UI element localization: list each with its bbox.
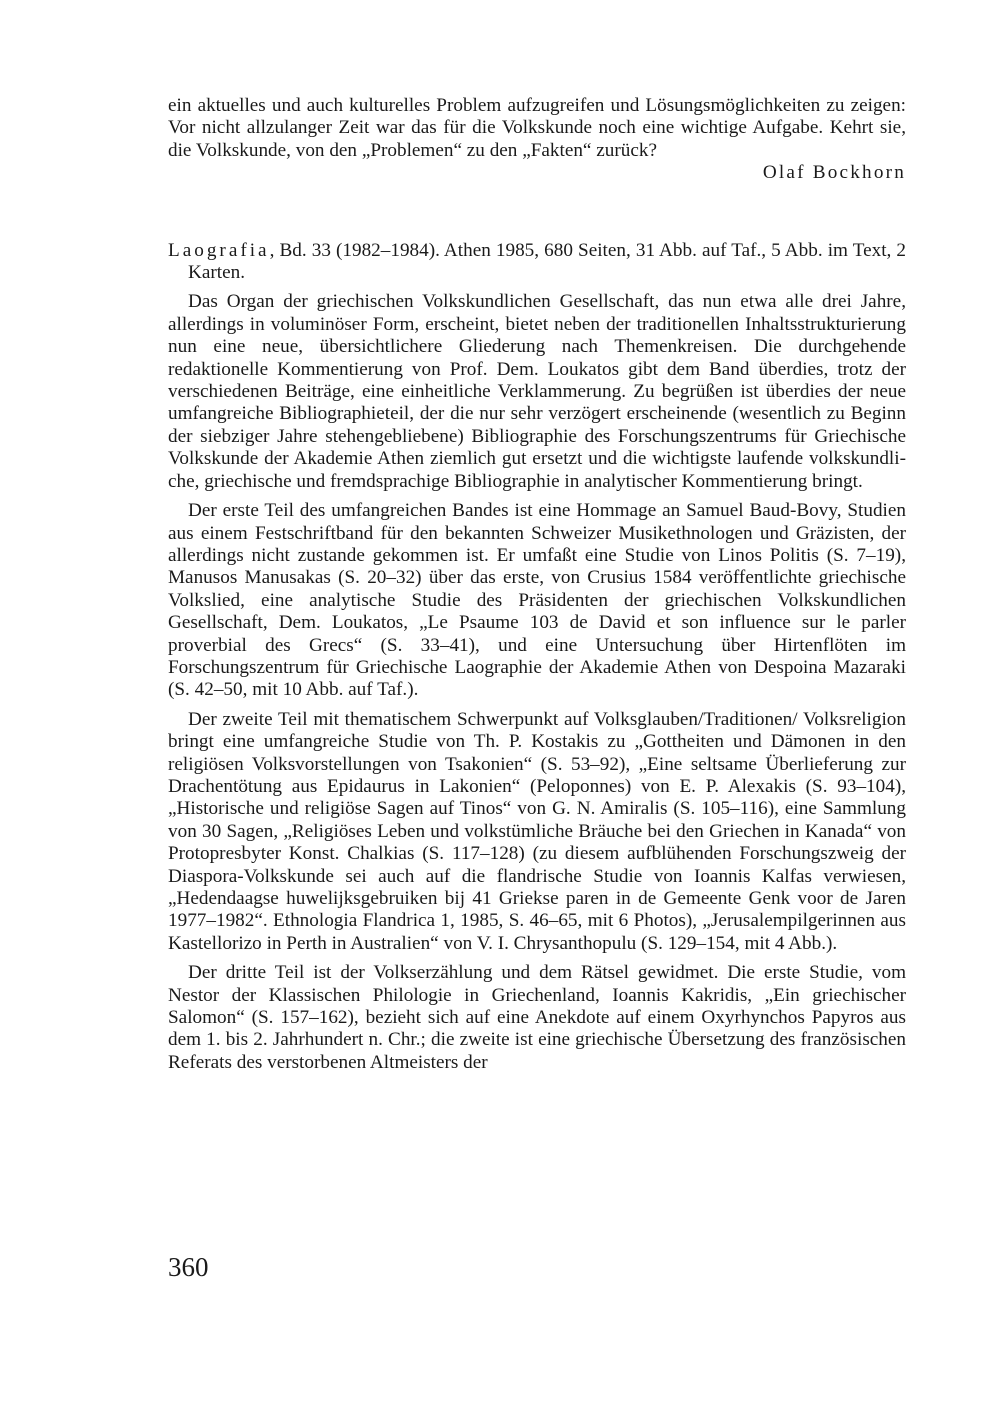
- review-paragraph: Der erste Teil des umfangreichen Bandes ist eine Hommage an Samuel Baud-Bovy, Studien aus einem Festschriftband für den bekannten Schweizer Musikethnologen und Gräzisten, der allerdings nicht zustande gekommen ist. Er umfaßt eine Studie von Linos Politis (S. 7–19), Manusos Manusakas (S. 20–32) über das erste, von Crusius 1584 veröffentlichte griechische Volkslied, eine analytische Studie des Präsidenten der griechischen Volkskundlichen Gesellschaft, Dem. Loukatos, „Le Psaume 103 de David et son influence sur le parler proverbial des Grecs“ (S. 33–41), und eine Untersuchung über Hirtenflöten im Forschungszentrum für Griechische Laographie der Akademie Athen von Despoina Mazaraki (S. 42–50, mit 10 Abb. auf Taf.).: [168, 500, 906, 701]
- review-paragraph: Der dritte Teil ist der Volkserzählung und dem Rätsel gewidmet. Die erste Studie, vom Nestor der Klassischen Philologie in Griechenland, Ioannis Kakridis, „Ein griechischer Salomon“ (S. 157–162), bezieht sich auf eine Anekdote auf einem Oxyrhynchos Papyros aus dem 1. bis 2. Jahrhundert n. Chr.; die zweite ist eine griechische Übersetzung des französischen Referats des verstorbenen Altmeisters der: [168, 962, 906, 1073]
- reviewer-signature: Olaf Bockhorn: [762, 162, 906, 184]
- page-body: [168, 95, 906, 1074]
- review-citation: [168, 240, 906, 285]
- page-number: 360: [168, 1252, 209, 1282]
- review-paragraph: Das Organ der griechischen Volkskundlichen Gesellschaft, das nun etwa alle drei Jahre, allerdings in voluminöser Form, erscheint, bietet neben der traditionellen Inhaltsstrukturierung nun eine neue, übersichtlichere Gliederung nach Themenkreisen. Die durchgehende redaktionelle Kommentierung von Prof. Dem. Loukatos gibt dem Band überdies, trotz der verschiedenen Beiträge, eine einheitliche Verklammerung. Zu begrüßen ist überdies der neue umfangreiche Bibliographieteil, der die nur sehr verzögert erscheinende (wesentlich zu Beginn der siebziger Jahre stehengebliebene) Bibliographie des Forschungszentrums für Griechische Volkskunde der Akademie Athen ziemlich gut ersetzt und die wichtigste laufende volkskundliche, griechische und fremdsprachige Bibliographie in analytischer Kommentierung bringt.: [168, 291, 906, 492]
- bibliographic-details: , Bd. 33 (1982–1984). Athen 1985, 680 Seiten, 31 Abb. auf Taf., 5 Abb. im Text, 2 Karten.: [188, 239, 906, 284]
- journal-title: Laografia: [168, 239, 270, 261]
- previous-review-closing-paragraph: ein aktuelles und auch kulturelles Problem aufzugreifen und Lösungsmöglichkeiten zu zeigen: Vor nicht allzulanger Zeit war das für die Volkskunde noch eine wichtige Aufgabe. Kehrt sie, die Volkskunde, von den „Problemen“ zu den „Fakten“ zurück?: [168, 95, 906, 161]
- review-paragraph: Der zweite Teil mit thematischem Schwerpunkt auf Volksglauben/Traditionen/ Volksreligion bringt eine umfangreiche Studie von Th. P. Kostakis zu „Gottheiten und Dämonen in den religiösen Volksvorstellungen von Tsakonien“ (S. 53–92), „Eine seltsame Überlieferung zur Drachentötung aus Epidaurus in Lakonien“ (Peloponnes) von E. P. Alexakis (S. 93–104), „Historische und religiöse Sagen auf Tinos“ von G. N. Amiralis (S. 105–116), eine Sammlung von 30 Sagen, „Religiöses Leben und volkstümliche Bräuche bei den Griechen in Kanada“ von Protopresbyter Konst. Chalkias (S. 117–128) (zu diesem aufblühenden Forschungszweig der Diaspora-Volkskunde sei auch auf die flandrische Studie von Ioannis Kalfas verwiesen, „Hedendaagse huwelijksgebruiken bij 41 Griekse paren in de Gemeente Genk voor de Jaren 1977–1982“. Ethnologia Flandrica 1, 1985, S. 46–65, mit 6 Photos), „Jerusalempilgerinnen aus Kastellorizo in Perth in Australien“ von V. I. Chrysanthopulu (S. 129–154, mit 4 Abb.).: [168, 708, 906, 954]
